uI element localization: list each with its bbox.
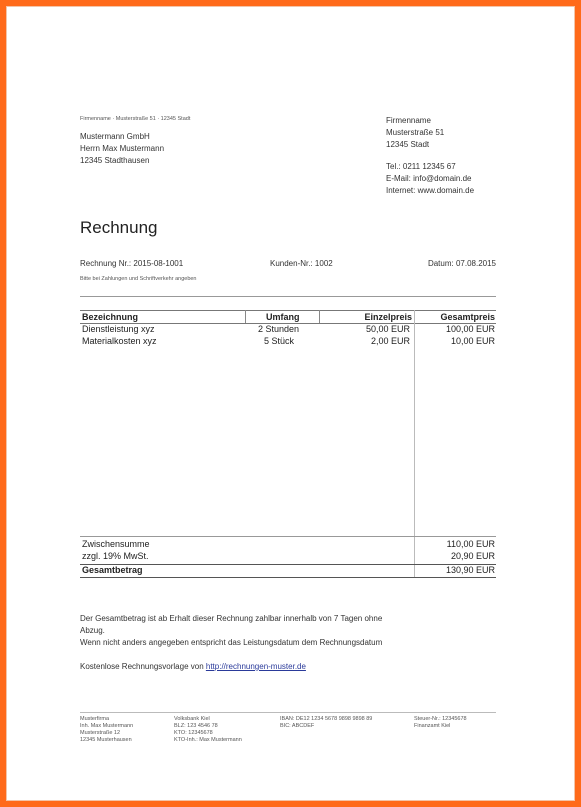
terms-line: Abzug. [80,626,105,635]
header-quantity: Umfang [266,312,300,322]
row-quantity: 5 Stück [264,336,295,346]
template-link[interactable]: http://rechnungen-muster.de [205,662,306,671]
recipient-line: 12345 Stadthausen [80,156,150,165]
subtotal-row [80,539,496,551]
row-description: Materialkosten xyz [82,336,157,346]
company-phone: Tel.: 0211 12345 67 [386,162,456,171]
table-row [80,324,496,336]
reference-note: Bitte bei Zahlungen und Schriftverkehr angeben [80,276,197,282]
divider [80,296,496,297]
column-divider [414,310,415,578]
page-title: Rechnung [80,218,158,237]
total-label: Gesamtbetrag [82,565,143,575]
footer-text: 12345 Musterhausen [80,737,132,743]
invoice-number: Rechnung Nr.: 2015-08-1001 [80,259,184,268]
footer-text: IBAN: DE12 1234 5678 9898 9898 89 [280,716,373,722]
row-quantity: 2 Stunden [258,324,300,334]
footer-text: KTO-Inh.: Max Mustermann [174,737,242,743]
company-email: E-Mail: info@domain.de [386,174,472,183]
tax-value: 20,90 EUR [450,551,495,561]
total-row [80,565,496,577]
tax-label: zzgl. 19% MwSt. [82,551,149,561]
header-unit-price: Einzelpreis [364,312,412,322]
footer-text: BIC: ABCDEF [280,723,315,729]
footer-company [80,716,133,744]
subtotal-label: Zwischensumme [82,539,150,549]
footer-text: Musterfirma [80,716,110,722]
footer-iban [280,716,372,730]
footer-text: BLZ: 123 4546 78 [174,723,218,729]
footer-text: Volksbank Kiel [174,716,210,722]
table-header [80,312,496,324]
invoice-date: Datum: 07.08.2015 [427,259,496,268]
row-description: Dienstleistung xyz [82,324,155,334]
recipient-line: Herrn Max Mustermann [80,144,165,153]
table-top-rule [80,310,496,311]
footer-tax [414,716,467,730]
tax-row [80,551,496,563]
subtotal-value: 110,00 EUR [446,539,495,549]
footer-text: Inh. Max Mustermann [80,723,134,729]
footer-text: Steuer-Nr.: 12345678 [414,716,467,722]
footer-rule [80,712,496,713]
row-total-price: 100,00 EUR [445,324,495,334]
sender-line: Firmenname · Musterstraße 51 · 12345 Stadt [80,116,191,122]
footer-bank [174,716,242,744]
company-city: 12345 Stadt [386,140,430,149]
table-row [80,336,496,348]
terms-line: Wenn nicht anders angegeben entspricht das Leistungsdatum dem Rechnungsdatum [80,638,383,647]
company-web: Internet: www.domain.de [386,186,475,195]
terms-line: Der Gesamtbetrag ist ab Erhalt dieser Rechnung zahlbar innerhalb von 7 Tagen ohne [80,614,383,623]
totals-rule [80,536,496,537]
customer-number: Kunden-Nr.: 1002 [270,259,333,268]
footer-text: KTO: 12345678 [174,730,213,736]
company-name: Firmenname [386,116,431,125]
total-bottom-rule [80,577,496,578]
template-note [80,662,306,671]
row-unit-price: 2,00 EUR [370,336,410,346]
template-prefix: Kostenlose Rechnungsvorlage von [80,662,204,671]
company-street: Musterstraße 51 [386,128,445,137]
document-page [6,6,575,801]
footer-text: Finanzamt Kiel [414,723,451,729]
header-description: Bezeichnung [82,312,139,322]
row-total-price: 10,00 EUR [450,336,495,346]
footer-text: Musterstraße 12 [80,730,121,736]
row-unit-price: 50,00 EUR [365,324,410,334]
total-value: 130,90 EUR [445,565,495,575]
recipient-line: Mustermann GmbH [80,132,150,141]
header-total-price: Gesamtpreis [440,312,495,322]
